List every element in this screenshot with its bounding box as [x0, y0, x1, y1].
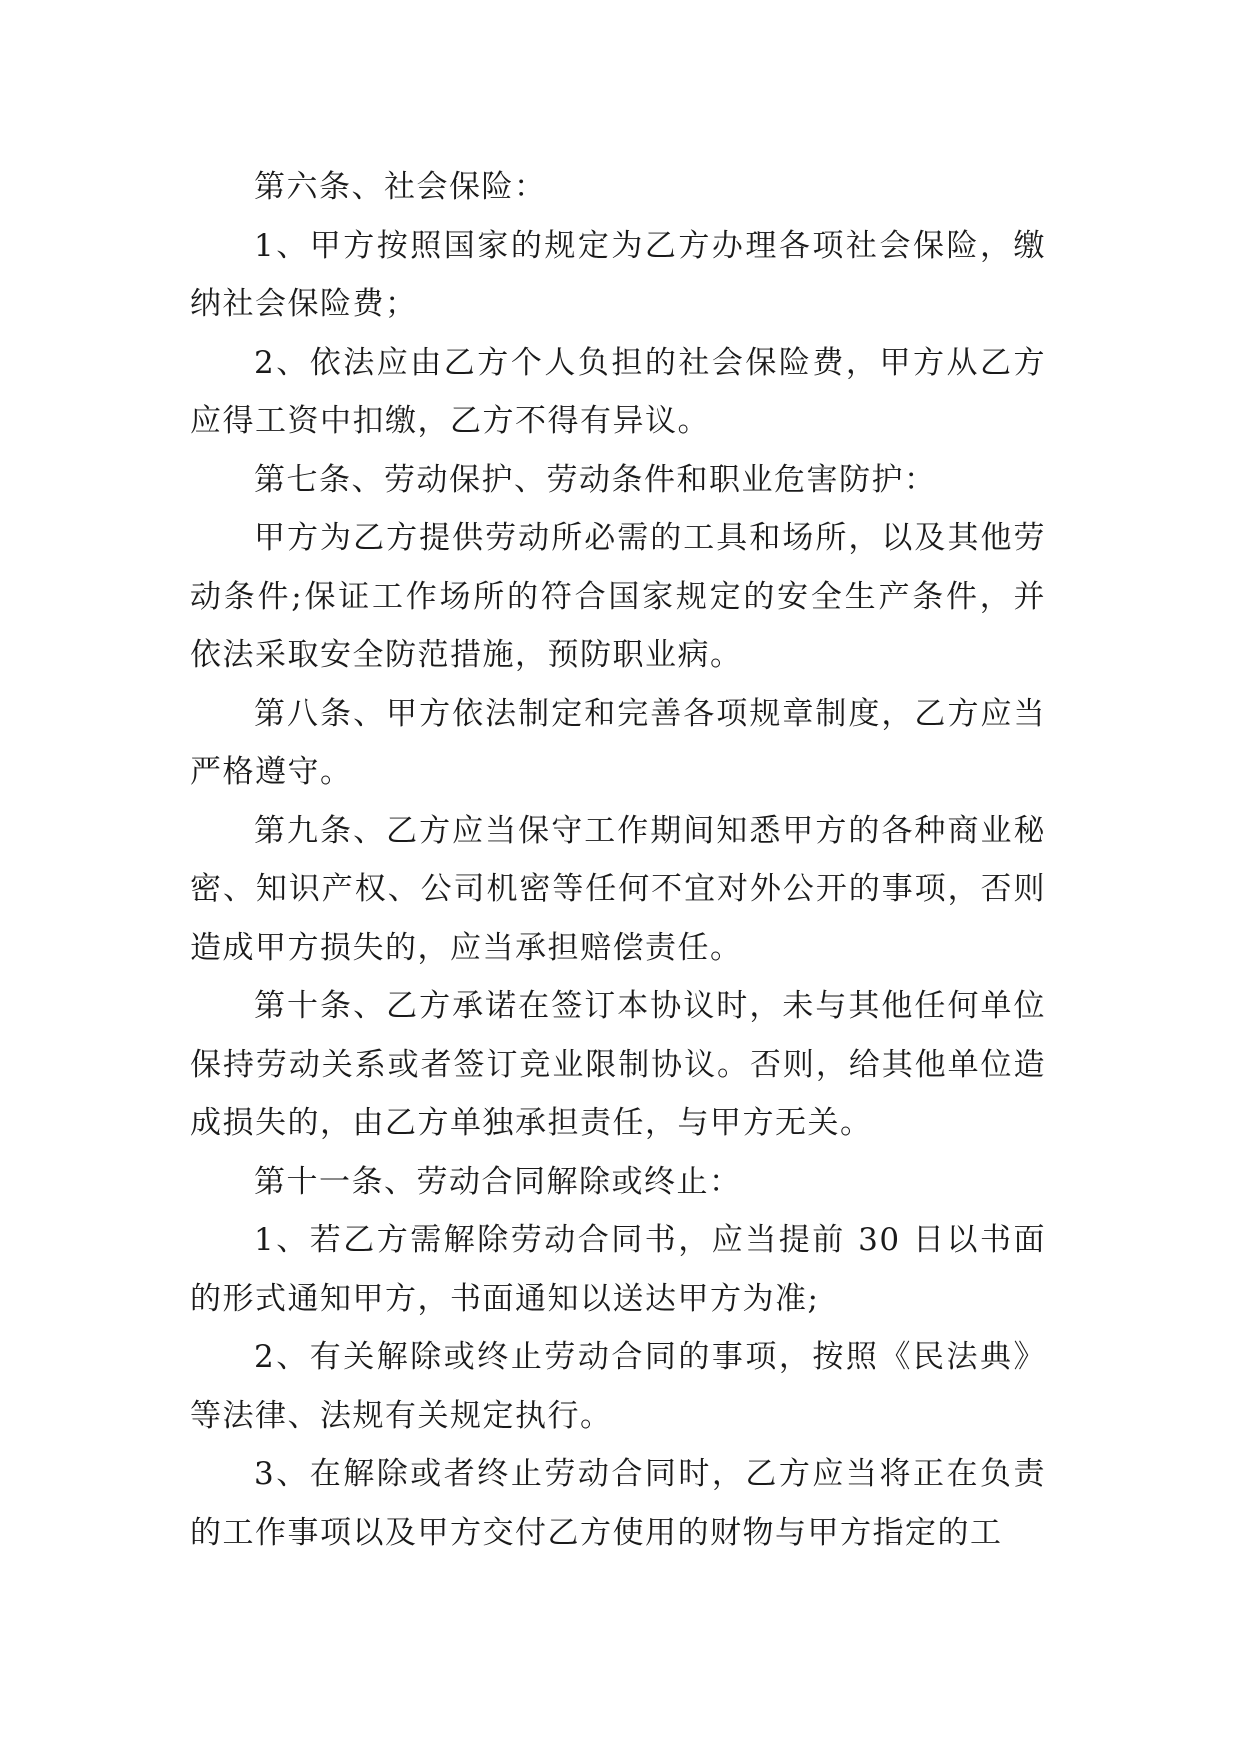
- article-6-clause-1: 1、甲方按照国家的规定为乙方办理各项社会保险，缴纳社会保险费；: [190, 227, 1046, 322]
- article-11-clause-2: 2、有关解除或终止劳动合同的事项，按照《民法典》等法律、法规有关规定执行。: [190, 1339, 1046, 1434]
- article-11-clause-3: 3、在解除或者终止劳动合同时，乙方应当将正在负责的工作事项以及甲方交付乙方使用的财物与甲方指定的工: [190, 1456, 1046, 1551]
- article-6-clause-2: 2、依法应由乙方个人负担的社会保险费，甲方从乙方应得工资中扣缴，乙方不得有异议。: [190, 344, 1046, 439]
- article-10: 第十条、乙方承诺在签订本协议时，未与其他任何单位保持劳动关系或者签订竞业限制协议。否则，给其他单位造成损失的，由乙方单独承担责任，与甲方无关。: [190, 988, 1046, 1141]
- article-8: 第八条、甲方依法制定和完善各项规章制度，乙方应当严格遵守。: [190, 695, 1046, 790]
- article-6-heading: 第六条、社会保险：: [254, 169, 547, 205]
- article-7-body: 甲方为乙方提供劳动所必需的工具和场所，以及其他劳动条件;保证工作场所的符合国家规定的安全生产条件，并依法采取安全防范措施，预防职业病。: [190, 520, 1046, 673]
- article-11-heading: 第十一条、劳动合同解除或终止：: [254, 1163, 742, 1200]
- article-9: 第九条、乙方应当保守工作期间知悉甲方的各种商业秘密、知识产权、公司机密等任何不宜对外公开的事项，否则造成甲方损失的，应当承担赔偿责任。: [190, 812, 1046, 966]
- document-body: [190, 158, 1046, 1562]
- article-11-clause-1: 1、若乙方需解除劳动合同书，应当提前 30 日以书面的形式通知甲方，书面通知以送达甲方为准;: [190, 1222, 1046, 1317]
- article-7-heading: 第七条、劳动保护、劳动条件和职业危害防护：: [254, 461, 937, 498]
